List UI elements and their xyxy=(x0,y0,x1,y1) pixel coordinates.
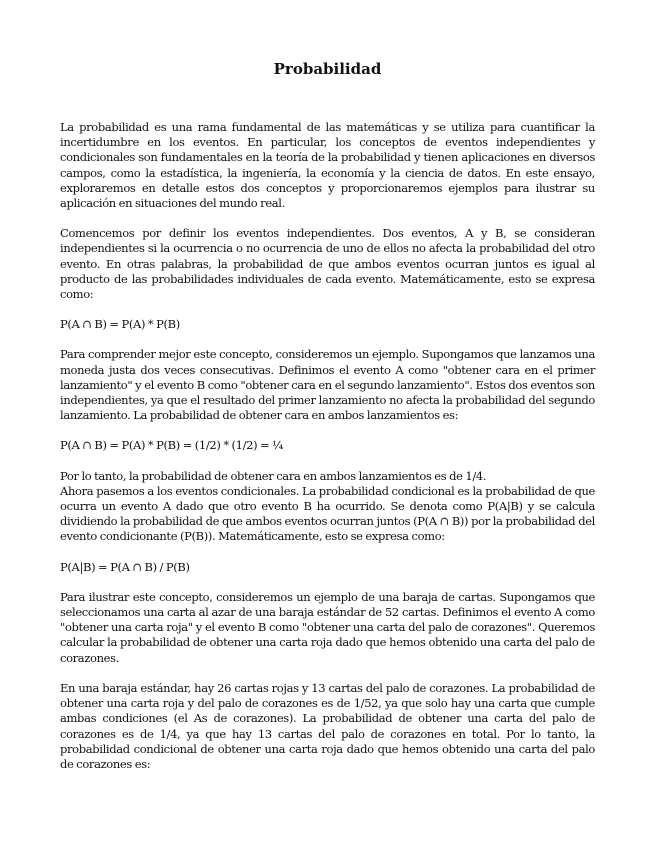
paragraph-coin-conclusion: Por lo tanto, la probabilidad de obtener cara en ambos lanzamientos es de 1/4. xyxy=(60,468,487,483)
formula-independence: P(A ∩ B) = P(A) * P(B) xyxy=(60,317,180,332)
formula-conditional: P(A|B) = P(A ∩ B) / P(B) xyxy=(60,559,190,574)
paragraph-coin-example: Para comprender mejor este concepto, consideremos un ejemplo. Supongamos que lanzamos una moneda justa dos veces consecutivas. Definimos el evento A como "obtener cara en el primer lanzamiento" y el evento B como "obtener cara en el segundo lanzamiento". Estos dos eventos son independientes, ya que el resultado del primer lanzamiento no afecta la probabilidad del segundo lanzamiento. La probabilidad de obtener cara en ambos lanzamientos es: xyxy=(60,347,595,423)
document-body xyxy=(60,120,595,772)
paragraph-intro: La probabilidad es una rama fundamental de las matemáticas y se utiliza para cuantificar la incertidumbre en los eventos. En particular, los conceptos de eventos independientes y condicionales son fundamentales en la teoría de la probabilidad y tienen aplicaciones en diversos campos, como la estadística, la ingeniería, la economía y la ciencia de datos. En este ensayo, exploraremos en detalle estos dos conceptos y proporcionaremos ejemplos para ilustrar su aplicación en situaciones del mundo real. xyxy=(60,120,595,211)
formula-coin-result: P(A ∩ B) = P(A) * P(B) = (1/2) * (1/2) = ¼ xyxy=(60,438,283,453)
paragraph-card-calculation: En una baraja estándar, hay 26 cartas rojas y 13 cartas del palo de corazones. La probabilidad de obtener una carta roja y del palo de corazones es de 1/52, ya que solo hay una carta que cumple ambas condiciones (el As de corazones). La probabilidad de obtener una carta del palo de corazones es de 1/4, ya que hay 13 cartas del palo de corazones en total. Por lo tanto, la probabilidad condicional de obtener una carta roja dado que hemos obtenido una carta del palo de corazones es: xyxy=(60,680,595,771)
paragraph-independent-events: Comencemos por definir los eventos independientes. Dos eventos, A y B, se consideran independientes si la ocurrencia o no ocurrencia de uno de ellos no afecta la probabilidad del otro evento. En otras palabras, la probabilidad de que ambos eventos ocurran juntos es igual al producto de las probabilidades individuales de cada evento. Matemáticamente, esto se expresa como: xyxy=(60,226,595,302)
paragraph-conditional-events: Ahora pasemos a los eventos condicionales. La probabilidad condicional es la probabilidad de que ocurra un evento A dado que otro evento B ha ocurrido. Se denota como P(A|B) y se calcula dividiendo la probabilidad de que ambos eventos ocurran juntos (P(A ∩ B)) por la probabilidad del evento condicionante (P(B)). Matemáticamente, esto se expresa como: xyxy=(60,483,595,544)
paragraph-card-example: Para ilustrar este concepto, consideremos un ejemplo de una baraja de cartas. Supongamos que seleccionamos una carta al azar de una baraja estándar de 52 cartas. Definimos el evento A como "obtener una carta roja" y el evento B como "obtener una carta del palo de corazones". Queremos calcular la probabilidad de obtener una carta roja dado que hemos obtenido una carta del palo de corazones. xyxy=(60,589,595,665)
document-title: Probabilidad xyxy=(273,60,382,78)
